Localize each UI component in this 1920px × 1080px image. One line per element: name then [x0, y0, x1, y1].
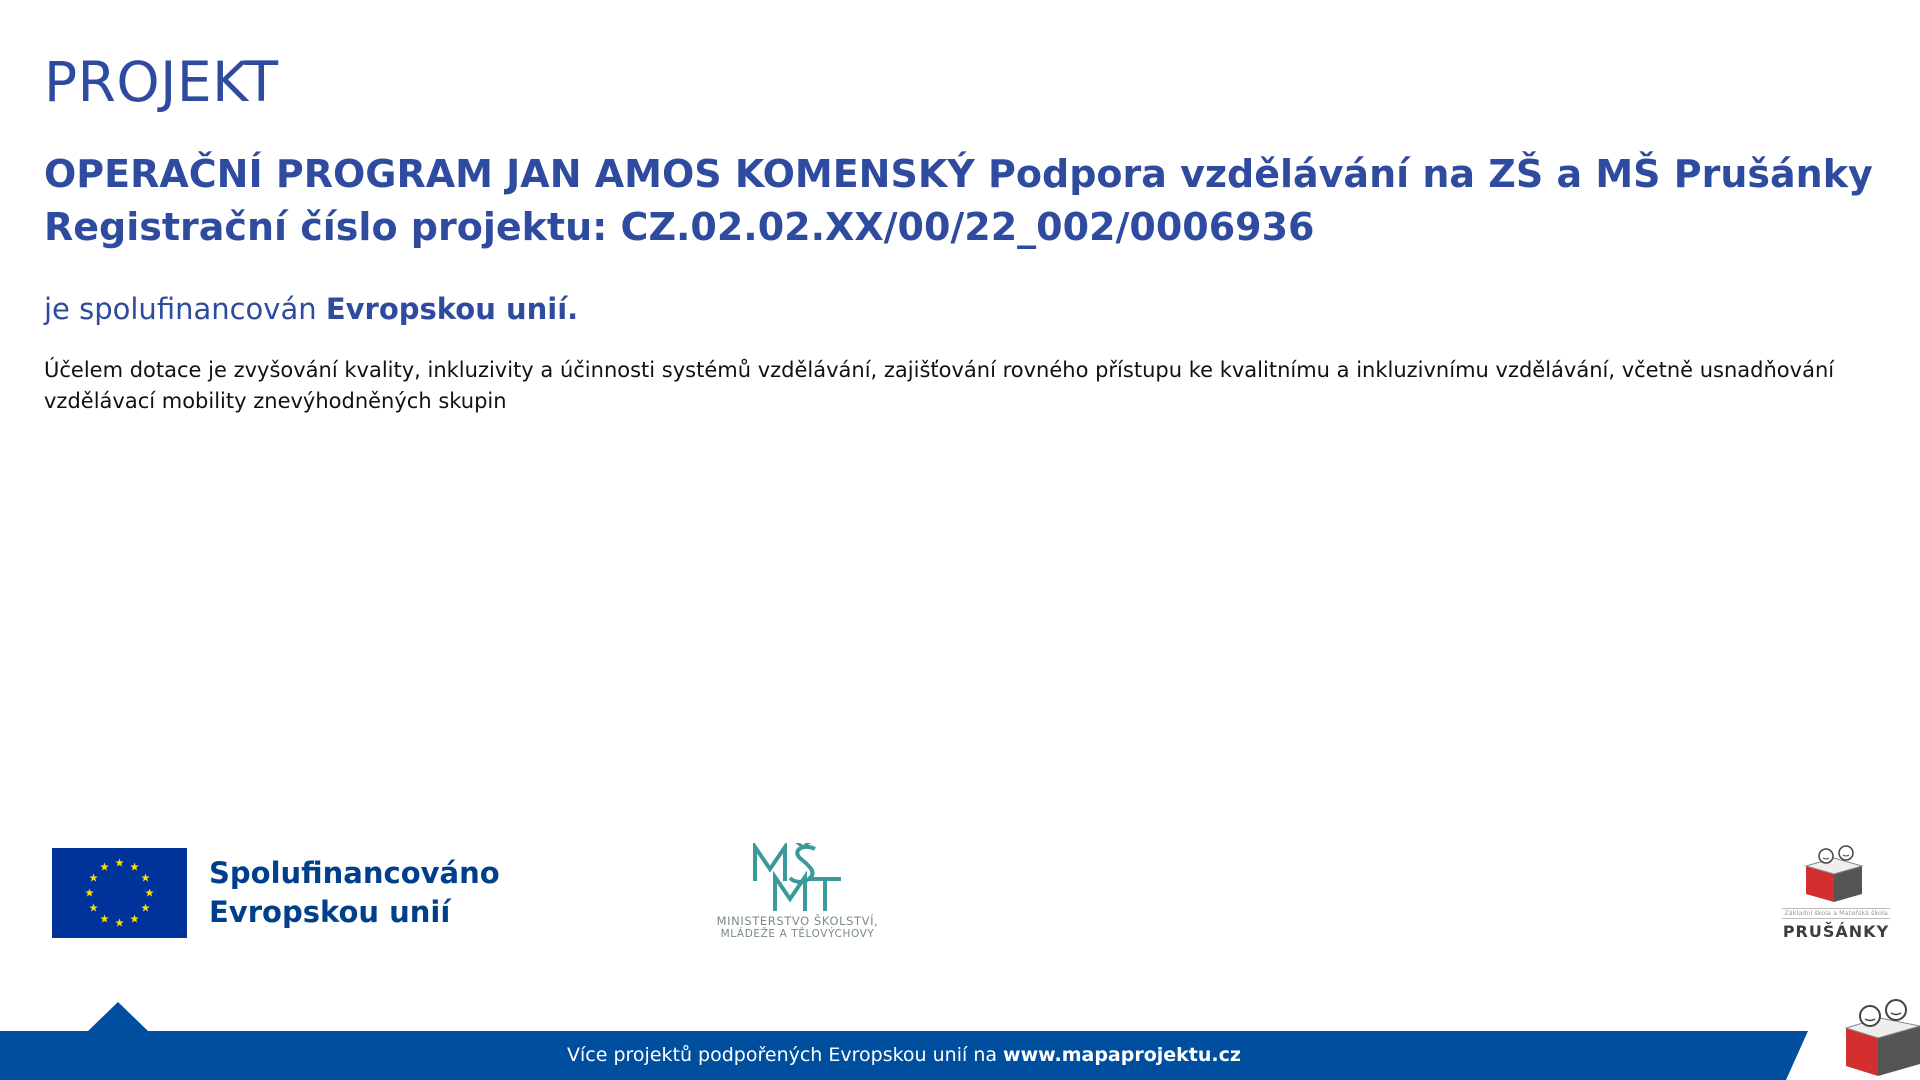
corner-school-icon — [1840, 990, 1920, 1080]
eu-cofinanced-logo — [52, 848, 500, 938]
purpose-text: Účelem dotace je zvyšování kvality, inkluzivity a účinnosti systémů vzdělávání, zajišťování rovného přístupu ke kvalitnímu a inkluzivnímu vzdělávání, včetně usnadňování vzdělávací mobility znevýhodněných skupin — [44, 358, 1835, 413]
msmt-mark-icon — [753, 843, 843, 913]
msmt-logo-line1: MINISTERSTVO ŠKOLSTVÍ, — [716, 914, 879, 928]
eu-logo-text — [209, 854, 500, 932]
footer-text — [0, 1031, 1808, 1080]
eu-flag-icon — [52, 848, 187, 938]
footer-text-prefix: Více projektů podpořených Evropskou unií na — [567, 1044, 1004, 1066]
registration-number: Registrační číslo projektu: CZ.02.02.XX/00/22_002/0006936 — [44, 205, 1315, 249]
msmt-logo — [700, 843, 895, 941]
msmt-logo-text — [700, 915, 895, 941]
page-title: PROJEKT — [44, 50, 279, 114]
eu-logo-line2: Evropskou unií — [209, 895, 451, 929]
school-name: PRUŠÁNKY — [1782, 922, 1890, 941]
school-book-icon — [1796, 844, 1876, 906]
cofinanced-prefix: je spolufinancován — [44, 292, 326, 326]
program-name: OPERAČNÍ PROGRAM JAN AMOS KOMENSKÝ Podpora vzdělávání na ZŠ a MŠ Prušánky — [44, 152, 1873, 196]
cofinanced-statement — [44, 288, 578, 330]
cofinanced-eu: Evropskou unií. — [325, 292, 579, 326]
footer-url-link[interactable]: www.mapaprojektu.cz — [1003, 1044, 1241, 1066]
eu-logo-line1: Spolufinancováno — [209, 856, 500, 890]
school-logo — [1776, 844, 1896, 941]
msmt-logo-line2: MLÁDEŽE A TĚLOVÝCHOVY — [720, 928, 875, 940]
school-tagline: Základní škola a Mateřská škola — [1782, 908, 1890, 919]
program-heading — [44, 148, 1894, 254]
